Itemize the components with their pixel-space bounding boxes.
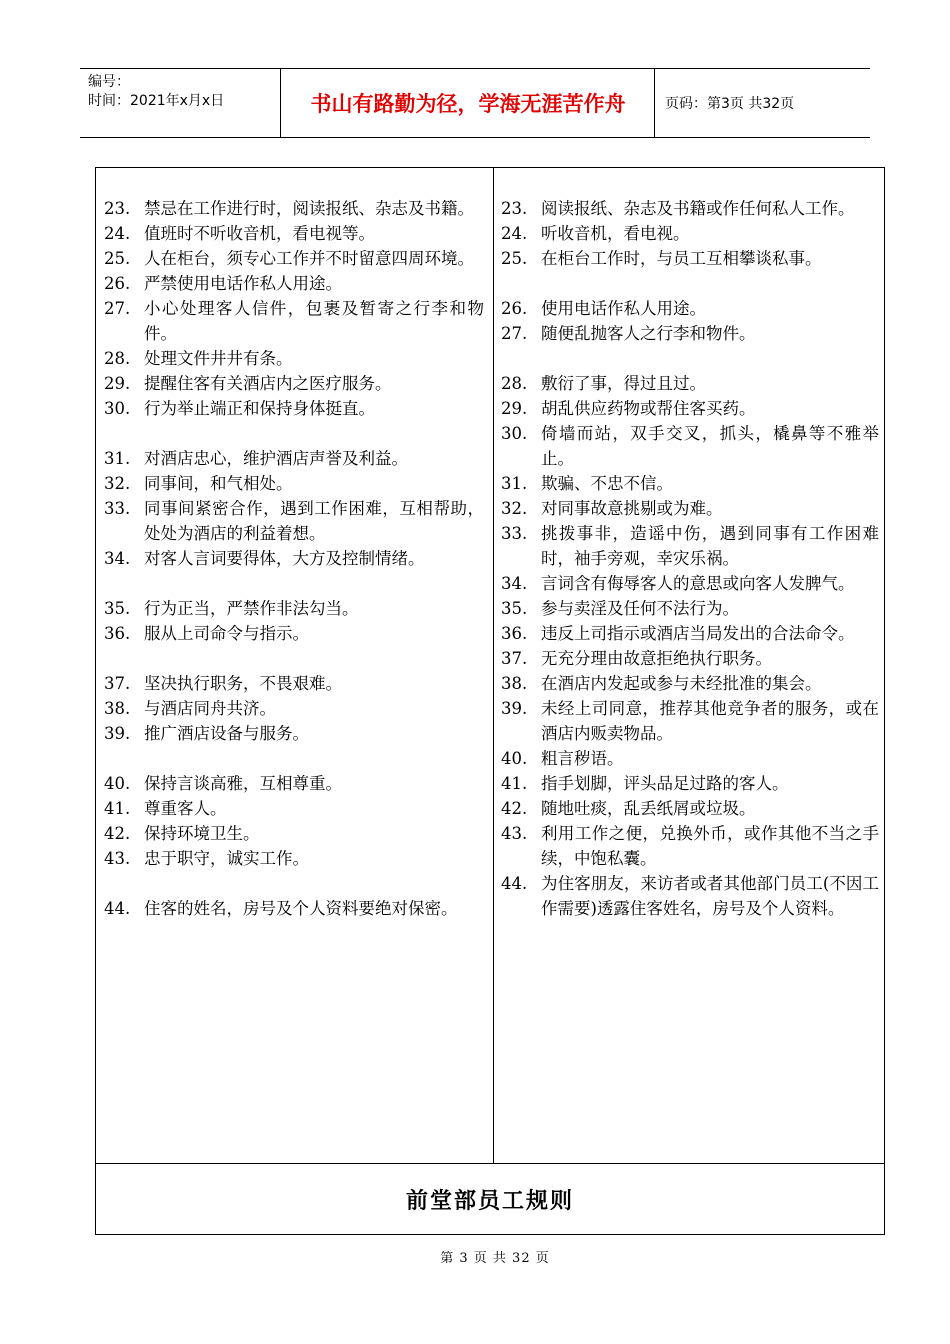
rule-text: 指手划脚，评头品足过路的客人。 [541, 774, 789, 793]
rule-item [501, 621, 879, 646]
rule-item [501, 321, 879, 346]
rule-item [501, 296, 879, 321]
rule-number: 26. [501, 299, 528, 318]
rule-number: 35. [104, 599, 131, 618]
spacer [501, 271, 879, 296]
spacer [104, 646, 484, 671]
rule-number: 39. [104, 724, 131, 743]
rule-item [501, 521, 879, 571]
rule-item [104, 821, 484, 846]
rule-item [104, 396, 484, 421]
rule-item [104, 796, 484, 821]
rule-number: 43. [501, 824, 528, 843]
rule-number: 24. [501, 224, 528, 243]
spacer [104, 571, 484, 596]
rule-text: 对同事故意挑剔或为难。 [541, 499, 723, 518]
rule-text: 保持环境卫生。 [144, 824, 260, 843]
rule-text: 敷衍了事，得过且过。 [541, 374, 706, 393]
rule-item [501, 571, 879, 596]
rule-number: 43. [104, 849, 131, 868]
rule-item [501, 746, 879, 771]
rule-item [104, 246, 484, 271]
rule-text: 倚墙而站，双手交叉，抓头，橇鼻等不雅举止。 [541, 424, 879, 468]
rule-item [104, 221, 484, 246]
rule-item [501, 596, 879, 621]
rule-number: 25. [104, 249, 131, 268]
rule-text: 处理文件井井有条。 [144, 349, 293, 368]
rule-number: 42. [104, 824, 131, 843]
rule-number: 34. [501, 574, 528, 593]
rule-item [501, 246, 879, 271]
column-divider [493, 168, 494, 1163]
rule-item [501, 796, 879, 821]
rule-text: 同事间，和气相处。 [144, 474, 293, 493]
dont-rules-column [501, 196, 879, 921]
spacer [501, 346, 879, 371]
rule-item [501, 396, 879, 421]
rule-item [501, 371, 879, 396]
rule-number: 38. [104, 699, 131, 718]
rule-item [104, 271, 484, 296]
rule-text: 粗言秽语。 [541, 749, 624, 768]
rule-number: 31. [104, 449, 131, 468]
rule-item [104, 446, 484, 471]
rule-item [501, 196, 879, 221]
rule-number: 39. [501, 699, 528, 718]
rule-text: 坚决执行职务，不畏艰难。 [144, 674, 342, 693]
rule-text: 住客的姓名，房号及个人资料要绝对保密。 [144, 899, 458, 918]
rule-text: 严禁使用电话作私人用途。 [144, 274, 342, 293]
rule-number: 36. [104, 624, 131, 643]
spacer [104, 871, 484, 896]
rule-item [104, 696, 484, 721]
rule-item [501, 871, 879, 921]
do-rules-column [104, 196, 484, 921]
page-header [80, 68, 870, 138]
rule-number: 27. [501, 324, 528, 343]
rule-number: 41. [104, 799, 131, 818]
rule-text: 同事间紧密合作，遇到工作困难，互相帮助，处处为酒店的利益着想。 [144, 499, 484, 543]
rule-item [104, 721, 484, 746]
rule-text: 保持言谈高雅，互相尊重。 [144, 774, 342, 793]
rule-text: 听收音机，看电视。 [541, 224, 690, 243]
rule-number: 28. [501, 374, 528, 393]
spacer [104, 746, 484, 771]
rule-item [501, 821, 879, 871]
rule-number: 36. [501, 624, 528, 643]
rule-item [104, 546, 484, 571]
rule-text: 违反上司指示或酒店当局发出的合法命令。 [541, 624, 855, 643]
rule-number: 42. [501, 799, 528, 818]
rule-text: 服从上司命令与指示。 [144, 624, 309, 643]
rule-text: 未经上司同意，推荐其他竞争者的服务，或在酒店内贩卖物品。 [541, 699, 879, 743]
rule-number: 35. [501, 599, 528, 618]
rule-item [104, 596, 484, 621]
rule-item [501, 771, 879, 796]
rule-text: 与酒店同舟共济。 [144, 699, 276, 718]
rules-table [95, 167, 885, 1235]
rule-number: 44. [104, 899, 131, 918]
rule-number: 40. [501, 749, 528, 768]
rule-item [104, 621, 484, 646]
rule-text: 使用电话作私人用途。 [541, 299, 706, 318]
rule-text: 言词含有侮辱客人的意思或向客人发脾气。 [541, 574, 855, 593]
rule-number: 28. [104, 349, 131, 368]
rule-number: 32. [104, 474, 131, 493]
rule-number: 33. [501, 524, 528, 543]
rule-item [104, 496, 484, 546]
rule-item [104, 846, 484, 871]
rule-number: 41. [501, 774, 528, 793]
rule-text: 小心处理客人信件，包裹及暂寄之行李和物件。 [144, 299, 484, 343]
rule-item [501, 496, 879, 521]
rule-text: 为住客朋友，来访者或者其他部门员工(不因工作需要)透露住客姓名，房号及个人资料。 [541, 874, 879, 918]
rule-text: 忠于职守，诚实工作。 [144, 849, 309, 868]
page-footer: 第 3 页 共 32 页 [440, 1251, 550, 1266]
rule-number: 32. [501, 499, 528, 518]
rule-item [104, 296, 484, 346]
rule-text: 在柜台工作时，与员工互相攀谈私事。 [541, 249, 822, 268]
rule-text: 对酒店忠心，维护酒店声誉及利益。 [144, 449, 408, 468]
table-title: 前堂部员工规则 [405, 1187, 574, 1214]
rule-number: 29. [501, 399, 528, 418]
rule-item [104, 896, 484, 921]
rule-number: 44. [501, 874, 528, 893]
serial-label: 编号： [88, 74, 130, 90]
rule-number: 34. [104, 549, 131, 568]
rule-item [104, 196, 484, 221]
rule-item [501, 646, 879, 671]
rule-text: 随便乱抛客人之行李和物件。 [541, 324, 756, 343]
header-meta-cell [80, 69, 281, 137]
header-motto: 书山有路勤为径，学海无涯苦作舟 [282, 69, 655, 137]
rule-number: 30. [104, 399, 131, 418]
rule-text: 参与卖淫及任何不法行为。 [541, 599, 739, 618]
rule-text: 在酒店内发起或参与未经批准的集会。 [541, 674, 822, 693]
rule-text: 阅读报纸、杂志及书籍或作任何私人工作。 [541, 199, 855, 218]
rule-text: 欺骗、不忠不信。 [541, 474, 673, 493]
rule-item [104, 346, 484, 371]
rule-item [501, 471, 879, 496]
rule-number: 29. [104, 374, 131, 393]
rule-text: 禁忌在工作进行时，阅读报纸、杂志及书籍。 [144, 199, 474, 218]
rule-item [104, 771, 484, 796]
rule-item [501, 221, 879, 246]
rule-number: 37. [501, 649, 528, 668]
rule-text: 值班时不听收音机，看电视等。 [144, 224, 375, 243]
rule-number: 31. [501, 474, 528, 493]
rule-item [501, 421, 879, 471]
rule-number: 27. [104, 299, 131, 318]
rule-text: 行为正当，严禁作非法勾当。 [144, 599, 359, 618]
rule-text: 胡乱供应药物或帮住客买药。 [541, 399, 756, 418]
rule-number: 33. [104, 499, 131, 518]
rule-text: 提醒住客有关酒店内之医疗服务。 [144, 374, 392, 393]
rule-number: 26. [104, 274, 131, 293]
rule-item [104, 371, 484, 396]
rule-text: 挑拨事非，造谣中伤，遇到同事有工作困难时，袖手旁观，幸灾乐祸。 [541, 524, 879, 568]
rule-text: 推广酒店设备与服务。 [144, 724, 309, 743]
rule-number: 40. [104, 774, 131, 793]
rule-text: 尊重客人。 [144, 799, 227, 818]
rule-number: 23. [501, 199, 528, 218]
rule-item [104, 471, 484, 496]
rule-number: 37. [104, 674, 131, 693]
rule-number: 23. [104, 199, 131, 218]
spacer [104, 421, 484, 446]
rule-text: 人在柜台，须专心工作并不时留意四周环境。 [144, 249, 474, 268]
rule-item [104, 671, 484, 696]
time-label: 时间：2021年x月x日 [88, 93, 225, 109]
rule-text: 对客人言词要得体，大方及控制情绪。 [144, 549, 425, 568]
rule-item [501, 696, 879, 746]
rule-number: 38. [501, 674, 528, 693]
header-page-label: 页码：第3页 共32页 [665, 96, 795, 112]
rule-number: 24. [104, 224, 131, 243]
rule-text: 随地吐痰，乱丢纸屑或垃圾。 [541, 799, 756, 818]
rule-text: 无充分理由故意拒绝执行职务。 [541, 649, 772, 668]
rule-text: 行为举止端正和保持身体挺直。 [144, 399, 375, 418]
rule-number: 25. [501, 249, 528, 268]
rule-text: 利用工作之便，兑换外币，或作其他不当之手续，中饱私囊。 [541, 824, 879, 868]
rule-item [501, 671, 879, 696]
rule-number: 30. [501, 424, 528, 443]
